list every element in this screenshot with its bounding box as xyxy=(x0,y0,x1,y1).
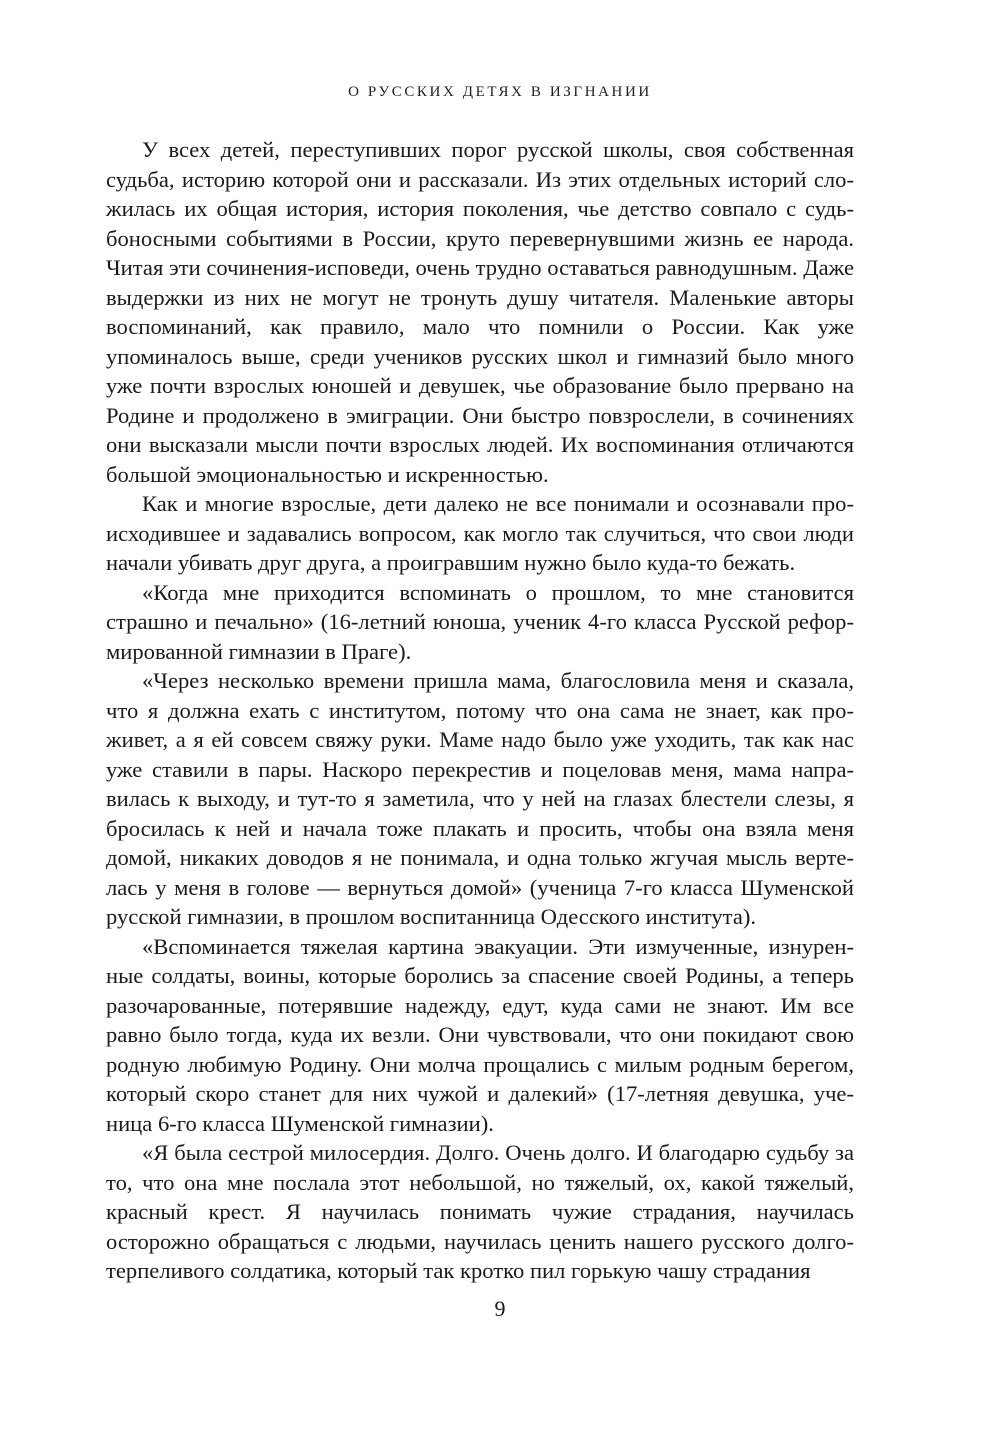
body-text xyxy=(106,135,854,1286)
paragraph: Как и многие взрослые, дети далеко не все понимали и осознавали происходившее и задавались вопросом, как могло так случиться, что свои люди начали убивать друг друга, а проигравшим нужно было куда-то бежать. xyxy=(106,491,854,575)
page-number: 9 xyxy=(494,1296,506,1321)
running-header: О РУССКИХ ДЕТЯХ В ИЗГНАНИИ xyxy=(348,84,652,100)
paragraph: «Вспоминается тяжелая картина эвакуации. Эти измученные, изнуренные солдаты, воины, которые боролись за спасение своей Родины, а теперь разочарованные, потерявшие надежду, едут, куда сами не знают. Им все равно было тогда, куда их везли. Они чувствовали, что они покидают свою родную любимую Родину. Они молча прощались с милым родным берегом, который скоро станет для них чужой и далекий» (17-летняя девушка, ученица 6-го класса Шуменской гимназии). xyxy=(106,933,854,1136)
paragraph: «Я была сестрой милосердия. Долго. Очень долго. И благодарю судьбу за то, что она мне послала этот небольшой, но тяжелый, ох, какой тяжелый, красный крест. Я научилась понимать чужие страдания, научилась осторожно обращаться с людьми, научилась ценить нашего русского долготерпеливого солдатика, который так кротко пил горькую чашу страдания xyxy=(106,1140,854,1283)
paragraph: «Когда мне приходится вспоминать о прошлом, то мне становится страшно и печально» (16-летний юноша, ученик 4-го класса Русской реформированной гимназии в Праге). xyxy=(106,579,854,664)
paragraph: «Через несколько времени пришла мама, благословила меня и сказала, что я должна ехать с институтом, потому что она сама не знает, как проживет, а я ей совсем свяжу руки. Маме надо было уже уходить, так как нас уже ставили в пары. Наскоро перекрестив и поцеловав меня, мама направилась к выходу, и тут-то я заметила, что у ней на глазах блестели слезы, я бросилась к ней и начала тоже плакать и просить, чтобы она взяла меня домой, никаких доводов я не понимала, и одна только жгучая мысль вертелась у меня в голове — вернуться домой» (ученица 7-го класса Шуменской русской гимназии, в прошлом воспитанница Одесского института). xyxy=(106,668,854,929)
paragraph: У всех детей, переступивших порог русской школы, своя собственная судьба, историю которой они и рассказали. Из этих отдельных историй сложилась их общая история, история поколения, чье детство совпало с судьбоносными событиями в России, круто перевернувшими жизнь ее народа. Читая эти сочинения-исповеди, очень трудно оставаться равнодушным. Даже выдержки из них не могут не тронуть душу читателя. Маленькие авторы воспоминаний, как правило, мало что помнили о России. Как уже упоминалось выше, среди учеников русских школ и гимназий было много уже почти взрослых юношей и девушек, чье образование было прервано на Родине и продолжено в эмиграции. Они быстро повзрослели, в сочинениях они высказали мысли почти взрослых людей. Их воспоминания отличаются большой эмоциональностью и искренностью. xyxy=(106,137,854,487)
